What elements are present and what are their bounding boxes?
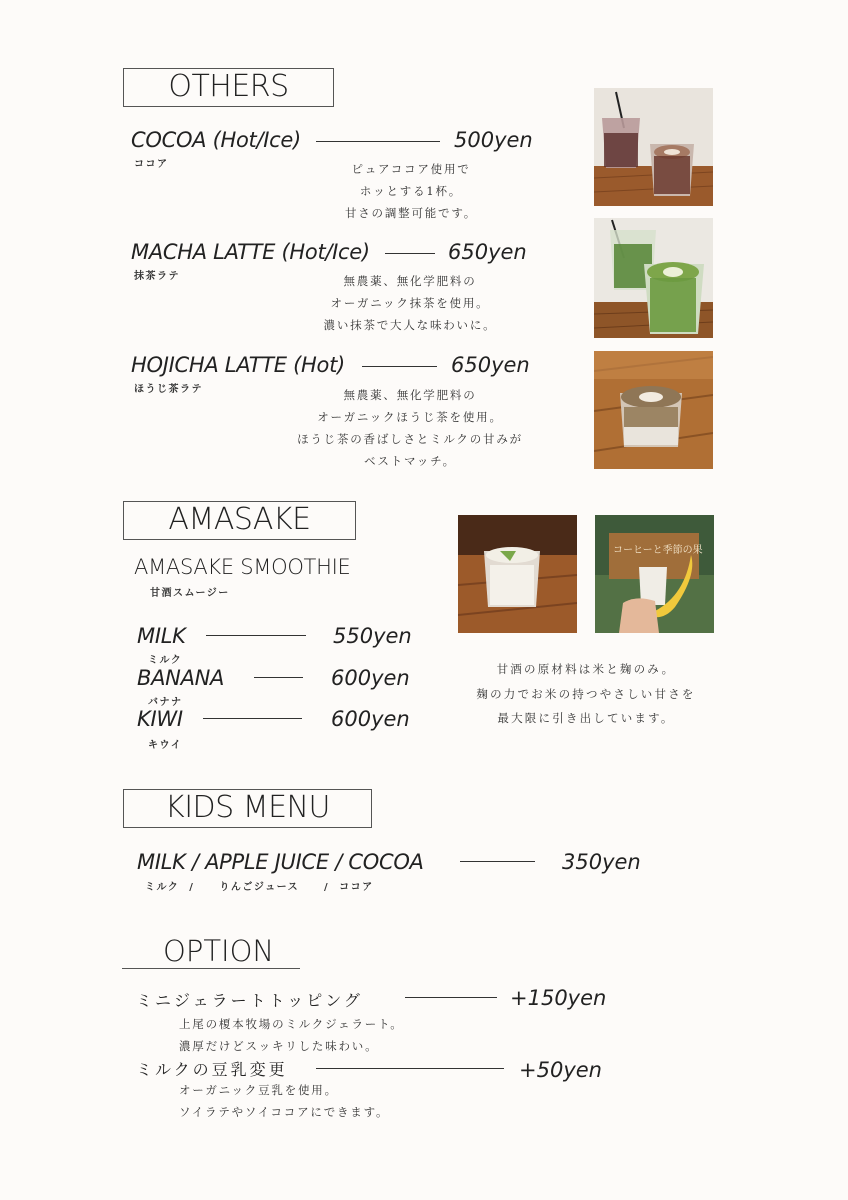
hojicha-desc-line: ほうじ茶の香ばしさとミルクの甘みが <box>297 432 523 446</box>
cocoa-sub: ココア <box>134 159 169 170</box>
soy-desc-line: ソイラテやソイココアにできます。 <box>179 1105 390 1119</box>
hojicha-latte-description <box>270 384 550 472</box>
gelato-topping-rule <box>405 997 497 998</box>
amasake-smoothie-heading: AMASAKE SMOOTHIE <box>134 555 351 579</box>
amasake-desc-line: 最大限に引き出しています。 <box>497 711 675 725</box>
others-title-text: OTHERS <box>168 69 289 104</box>
amasake-section-title <box>123 501 356 540</box>
macha-latte-sub: 抹茶ラテ <box>134 271 180 282</box>
hojicha-desc-line: 無農薬、無化学肥料の <box>343 388 477 402</box>
amasake-banana-price: 600yen <box>331 666 410 690</box>
option-title-underline <box>122 968 300 969</box>
cocoa-photo <box>594 88 713 206</box>
amasake-desc-line: 麹の力でお米の持つやさしい甘さを <box>476 686 696 701</box>
gelato-desc-line: 濃厚だけどスッキリした味わい。 <box>179 1039 379 1053</box>
macha-desc-line: 無農薬、無化学肥料の <box>343 274 477 288</box>
macha-desc-line: オーガニック抹茶を使用。 <box>330 296 490 310</box>
amasake-banana-name: BANANA <box>137 666 225 690</box>
amasake-kiwi-sub: キウイ <box>148 740 183 751</box>
kids-menu-rule <box>460 861 535 862</box>
gelato-topping-description <box>179 1013 404 1057</box>
macha-desc-line: 濃い抹茶で大人な味わいに。 <box>323 318 497 332</box>
amasake-banana-rule <box>254 677 303 678</box>
amasake-desc-line: 甘酒の原材料は米と麹のみ。 <box>496 662 676 676</box>
amasake-description <box>458 657 714 731</box>
macha-latte-name: MACHA LATTE (Hot/Ice) <box>131 240 370 264</box>
amasake-kiwi-name: KIWI <box>137 707 183 731</box>
amasake-kiwi-price: 600yen <box>331 707 410 731</box>
soy-milk-change-price: +50yen <box>519 1058 602 1082</box>
cocoa-description <box>300 158 522 224</box>
kids-menu-title-text: KIDS MENU <box>165 790 330 825</box>
hojicha-latte-price: 650yen <box>451 353 530 377</box>
amasake-milk-rule <box>206 635 306 636</box>
option-section-title: OPTION <box>163 934 275 968</box>
others-section-title <box>123 68 334 107</box>
hojicha-price-rule <box>362 366 437 367</box>
amasake-smoothie-sub: 甘酒スムージー <box>150 588 230 599</box>
hojicha-latte-photo <box>594 351 713 469</box>
soy-milk-change-rule <box>316 1068 504 1069</box>
hojicha-desc-line: ベストマッチ。 <box>364 454 456 468</box>
soy-desc-line: オーガニック豆乳を使用。 <box>179 1083 338 1097</box>
amasake-banana-sub: バナナ <box>148 697 183 708</box>
gelato-topping-price: +150yen <box>510 986 607 1010</box>
soy-milk-change-description <box>179 1079 389 1123</box>
gelato-topping-name: ミニジェラートトッピング <box>136 991 363 1010</box>
macha-latte-description <box>290 270 530 336</box>
hojicha-desc-line: オーガニックほうじ茶を使用。 <box>317 410 503 424</box>
cocoa-price-rule <box>316 141 440 142</box>
cocoa-desc-line: ピュアココア使用で <box>351 162 471 176</box>
amasake-milk-name: MILK <box>137 624 186 648</box>
amasake-glass-photo <box>458 515 577 633</box>
cocoa-name: COCOA (Hot/Ice) <box>131 128 301 152</box>
kids-menu-price: 350yen <box>562 850 641 874</box>
cocoa-desc-line: 甘さの調整可能です。 <box>344 206 478 220</box>
hojicha-latte-name: HOJICHA LATTE (Hot) <box>131 353 345 377</box>
cocoa-desc-line: ホッとする1杯。 <box>359 184 463 198</box>
sign-text: コーヒーと季節の果 <box>613 545 703 556</box>
macha-price-rule <box>385 253 435 254</box>
macha-latte-photo <box>594 218 713 338</box>
amasake-title-text: AMASAKE <box>168 502 311 537</box>
hojicha-latte-sub: ほうじ茶ラテ <box>134 384 203 395</box>
amasake-milk-sub: ミルク <box>148 655 183 666</box>
amasake-banana-photo <box>595 515 714 633</box>
kids-menu-section-title <box>123 789 372 828</box>
macha-latte-price: 650yen <box>448 240 527 264</box>
amasake-kiwi-rule <box>203 718 302 719</box>
kids-menu-items: MILK / APPLE JUICE / COCOA <box>137 850 424 874</box>
gelato-desc-line: 上尾の榎本牧場のミルクジェラート。 <box>179 1017 404 1031</box>
cocoa-price: 500yen <box>454 128 533 152</box>
kids-menu-items-sub: ミルク / りんごジュース / ココア <box>145 882 374 893</box>
soy-milk-change-name: ミルクの豆乳変更 <box>136 1060 288 1079</box>
amasake-milk-price: 550yen <box>333 624 412 648</box>
